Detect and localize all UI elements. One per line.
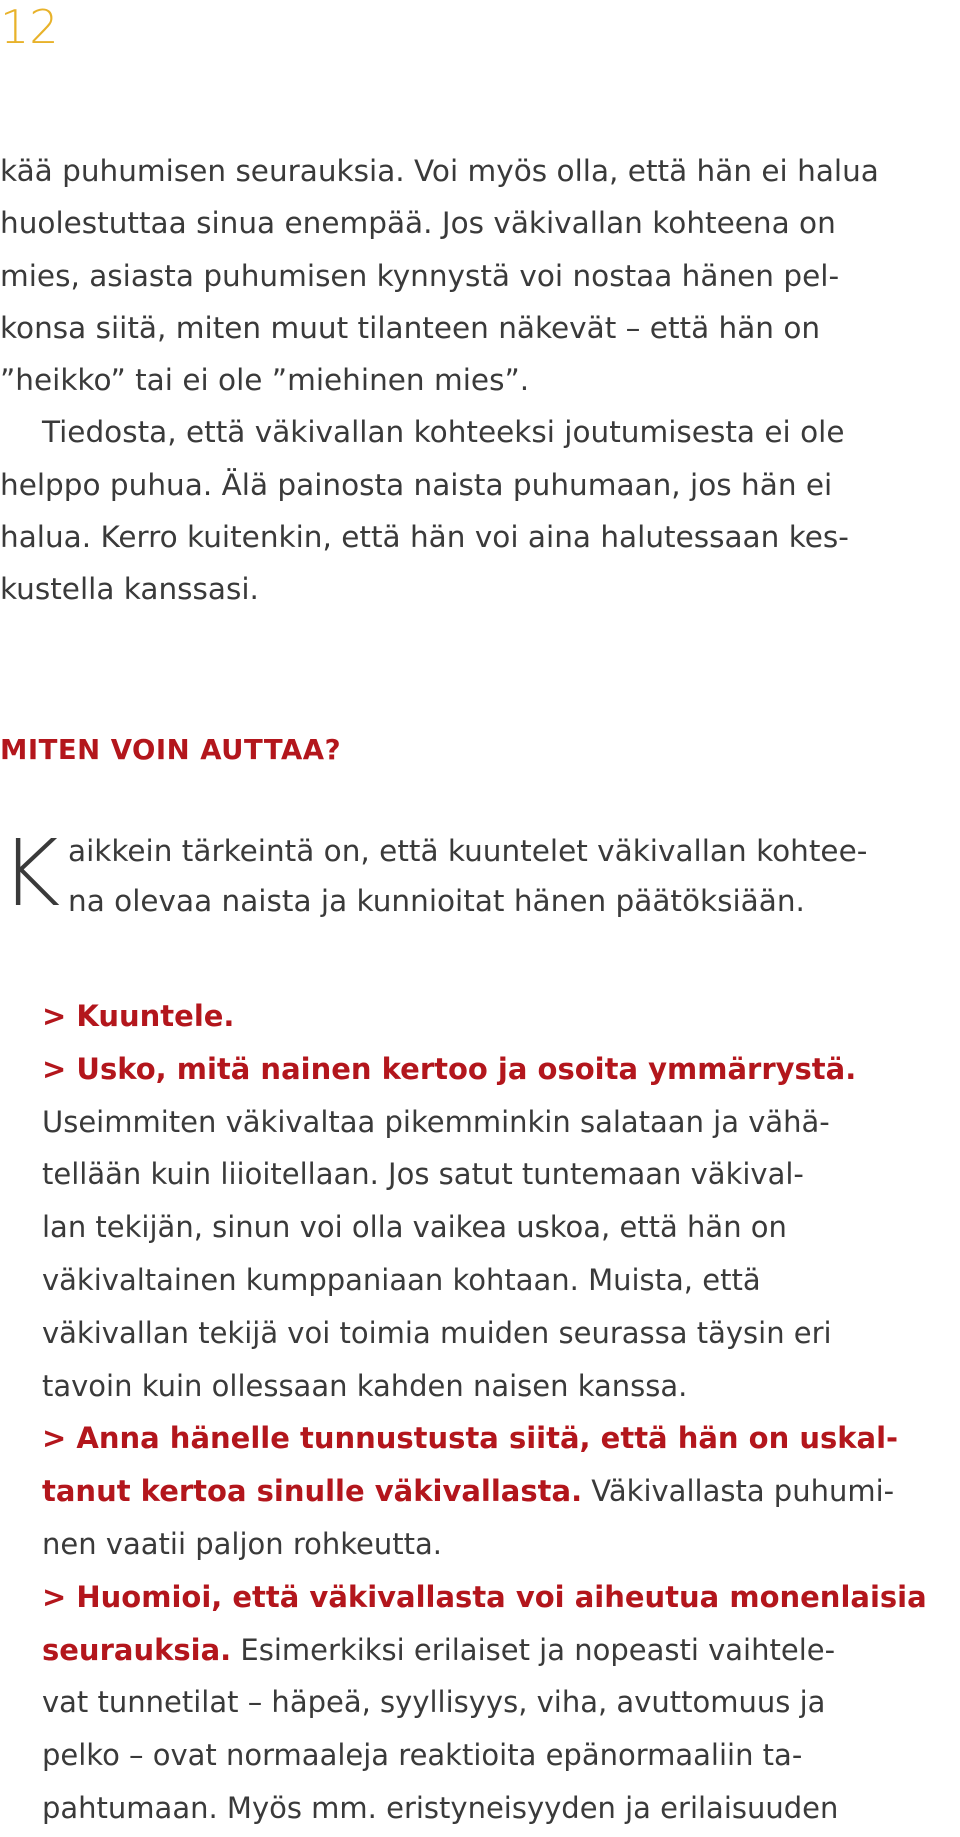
advice-item-believe: > Usko, mitä nainen kertoo ja osoita ymmärrystä.: [42, 1051, 857, 1086]
text-line: pelko – ovat normaaleja reaktioita epänormaaliin ta-: [42, 1738, 803, 1773]
advice-list: [42, 990, 952, 1835]
text-line: tavoin kuin ollessaan kahden naisen kanssa.: [42, 1368, 688, 1403]
intro-paragraph-1: [0, 145, 950, 406]
advice-item-acknowledge-cont: tanut kertoa sinulle väkivallasta.: [42, 1474, 583, 1509]
text-line: halua. Kerro kuitenkin, että hän voi aina halutessaan kes-: [0, 520, 849, 555]
text-line: kustella kanssasi.: [0, 572, 259, 607]
drop-cap-letter: K: [0, 820, 61, 927]
advice-item-consequences-cont: seurauksia.: [42, 1632, 232, 1667]
text-fragment: Väkivallasta puhumi-: [582, 1474, 895, 1509]
text-line: Useimmiten väkivaltaa pikemminkin salataan ja vähä-: [42, 1104, 830, 1139]
text-line: pahtumaan. Myös mm. eristyneisyyden ja erilaisuuden: [42, 1790, 839, 1825]
section-heading: MITEN VOIN AUTTAA?: [0, 734, 342, 766]
text-line: aikkein tärkeintä on, että kuuntelet väkivallan kohtee-: [68, 834, 868, 868]
text-line: tellään kuin liioitellaan. Jos satut tuntemaan väkival-: [42, 1157, 804, 1192]
text-fragment: Esimerkiksi erilaiset ja nopeasti vaihtele-: [231, 1632, 836, 1667]
text-line: nen vaatii paljon rohkeutta.: [42, 1526, 442, 1561]
text-line: Tiedosta, että väkivallan kohteeksi joutumisesta ei ole: [42, 415, 845, 450]
lead-paragraph: [0, 820, 950, 927]
text-line: huolestuttaa sinua enempää. Jos väkivallan kohteena on: [0, 206, 836, 241]
text-line: lan tekijän, sinun voi olla vaikea uskoa, että hän on: [42, 1210, 787, 1245]
advice-item-listen: > Kuuntele.: [42, 999, 235, 1033]
intro-paragraphs: [0, 145, 950, 616]
advice-item-acknowledge: > Anna hänelle tunnustusta siitä, että hän on uskal-: [42, 1421, 899, 1456]
text-line: kää puhumisen seurauksia. Voi myös olla, että hän ei halua: [0, 154, 879, 188]
page-number: 12: [0, 0, 59, 54]
text-line: [42, 1474, 894, 1508]
text-line: mies, asiasta puhumisen kynnystä voi nostaa hänen pel-: [0, 258, 840, 293]
text-line: na olevaa naista ja kunnioitat hänen päätöksiään.: [68, 884, 805, 918]
text-line: ”heikko” tai ei ole ”miehinen mies”.: [0, 363, 530, 398]
lead-text: [68, 826, 950, 926]
text-line: helppo puhua. Älä painosta naista puhumaan, jos hän ei: [0, 467, 833, 502]
text-line: vat tunnetilat – häpeä, syyllisyys, viha, avuttomuus ja: [42, 1685, 826, 1720]
text-line: väkivallan tekijä voi toimia muiden seurassa täysin eri: [42, 1315, 832, 1350]
intro-paragraph-2: [0, 406, 950, 615]
advice-item-consequences: > Huomioi, että väkivallasta voi aiheutua monenlaisia: [42, 1579, 927, 1614]
text-line: konsa siitä, miten muut tilanteen näkevät – että hän on: [0, 310, 821, 345]
text-line: [42, 1633, 835, 1667]
text-line: väkivaltainen kumppaniaan kohtaan. Muista, että: [42, 1262, 761, 1297]
